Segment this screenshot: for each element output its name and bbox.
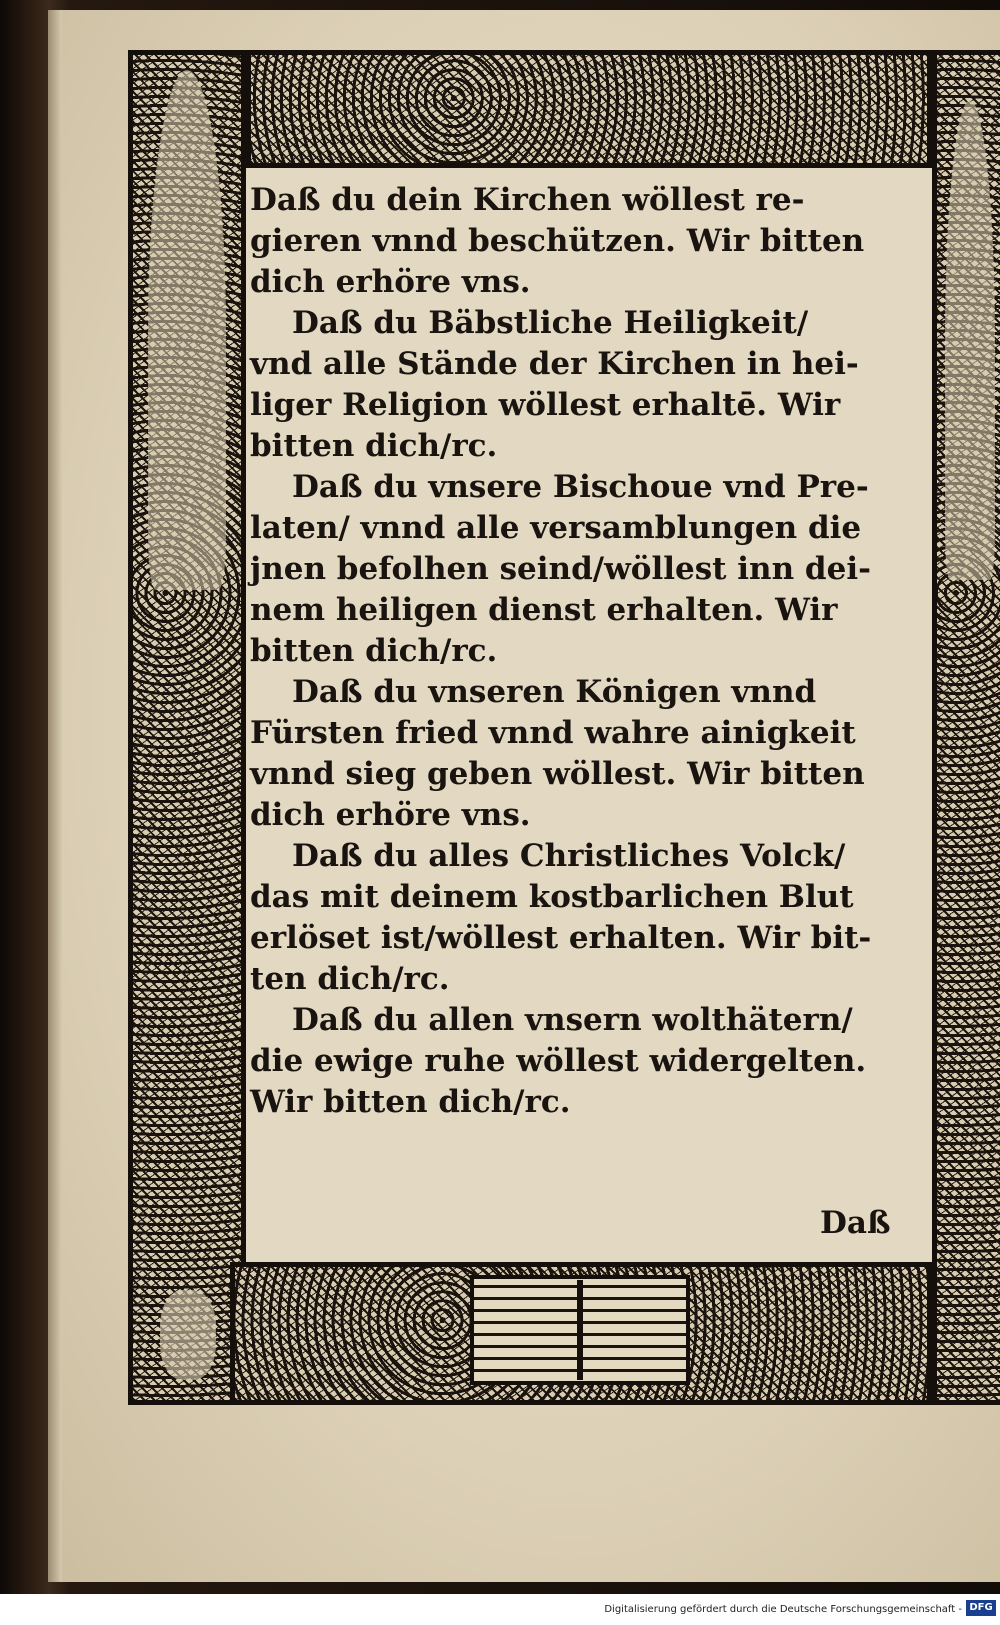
text-line: Daß du allen vnsern wolthätern/: [292, 1002, 853, 1038]
text-line: Wir bitten dich/rc.: [250, 1084, 571, 1120]
text-line: Daß du dein Kirchen wöllest re-: [250, 182, 805, 218]
text-line: bitten dich/rc.: [250, 428, 498, 464]
saint-figure-left: [148, 70, 226, 590]
figure-right: [945, 100, 995, 580]
text-line: ten dich/rc.: [250, 961, 450, 997]
text-line: liger Religion wöllest erhaltē. Wir: [250, 387, 841, 423]
dfg-logo: DFG: [966, 1600, 996, 1616]
text-line: Daß du Bäbstliche Heiligkeit/: [292, 305, 809, 341]
text-line: das mit deinem kostbarlichen Blut: [250, 879, 854, 915]
text-line: nem heiligen dienst erhalten. Wir: [250, 592, 838, 628]
text-line: Daß du alles Christliches Volck/: [292, 838, 846, 874]
text-line: laten/ vnnd alle versamblungen die: [250, 510, 862, 546]
book-spine: [577, 1280, 583, 1380]
vase-ornament: [160, 1290, 216, 1380]
text-line: die ewige ruhe wöllest widergelten.: [250, 1043, 867, 1079]
page-edge: [48, 10, 62, 1582]
woodcut-border-top: [246, 50, 932, 168]
text-line: dich erhöre vns.: [250, 264, 531, 300]
text-line: Daß du vnsere Bischoue vnd Pre-: [292, 469, 869, 505]
litany-text: [250, 180, 926, 1123]
text-line: Fürsten fried vnnd wahre ainigkeit: [250, 715, 856, 751]
footer-credit: Digitalisierung gefördert durch die Deutsche Forschungsgemeinschaft -: [604, 1604, 962, 1615]
catchword: Daß: [820, 1205, 891, 1241]
text-line: dich erhöre vns.: [250, 797, 531, 833]
text-line: gieren vnnd beschützen. Wir bitten: [250, 223, 865, 259]
text-line: bitten dich/rc.: [250, 633, 498, 669]
text-line: jnen befolhen seind/wöllest inn dei-: [250, 551, 871, 587]
text-line: erlöset ist/wöllest erhalten. Wir bit-: [250, 920, 872, 956]
text-line: vnnd sieg geben wöllest. Wir bitten: [250, 756, 865, 792]
text-line: Daß du vnseren Königen vnnd: [292, 674, 817, 710]
text-line: vnd alle Stände der Kirchen in hei-: [250, 346, 859, 382]
